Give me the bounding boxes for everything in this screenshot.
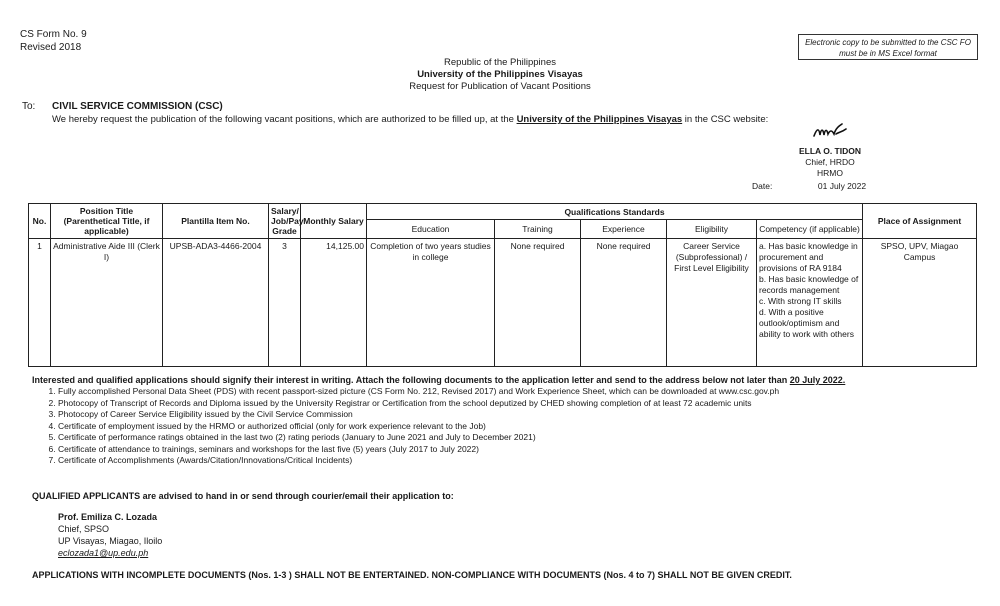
cell-eligibility: Career Service (Subprofessional) / First Level Eligibility	[667, 239, 757, 367]
header-no: No.	[29, 204, 51, 239]
header-qualifications: Qualifications Standards	[367, 204, 863, 220]
form-number-label: CS Form No. 9	[20, 29, 87, 40]
to-label: To:	[22, 101, 36, 112]
header-training: Training	[495, 220, 581, 239]
cell-place: SPSO, UPV, Miagao Campus	[863, 239, 977, 367]
cell-monthly-salary: 14,125.00	[301, 239, 367, 367]
document-header	[0, 57, 1000, 93]
contact-block	[58, 511, 162, 559]
contact-email[interactable]: eclozada1@up.edu.ph	[58, 548, 149, 558]
cell-experience: None required	[581, 239, 667, 367]
list-item: 5. Certificate of performance ratings obtained in the last two (2) rating periods (January to June 2021 and July to December 2021)	[58, 432, 958, 444]
header-place: Place of Assignment	[863, 204, 977, 239]
header-position-title: Position Title (Parenthetical Title, if applicable)	[51, 204, 163, 239]
contact-name: Prof. Emiliza C. Lozada	[58, 512, 158, 522]
cell-position-title: Administrative Aide III (Clerk I)	[51, 239, 163, 367]
signatory-office: HRMO	[817, 168, 843, 178]
competency-item: d. With a positive outlook/optimism and ability to work with others	[759, 307, 854, 339]
header-eligibility: Eligibility	[667, 220, 757, 239]
header-plantilla: Plantilla Item No.	[163, 204, 269, 239]
header-monthly-salary: Monthly Salary	[301, 204, 367, 239]
signatory-title: Chief, HRDO	[805, 157, 855, 167]
interest-text: Interested and qualified applications should signify their interest in writing. Attach the following documents to the application letter and send to the address below not later than	[32, 375, 790, 385]
header-salary-grade: Salary/ Job/Pay Grade	[269, 204, 301, 239]
cell-competency	[757, 239, 863, 367]
request-text-before: We hereby request the publication of the following vacant positions, which are authorized to be filled up, at the	[52, 114, 517, 125]
compliance-warning: APPLICATIONS WITH INCOMPLETE DOCUMENTS (Nos. 1-3 ) SHALL NOT BE ENTERTAINED. NON-COMPLIANCE WITH DOCUMENTS (Nos. 4 to 7) SHALL NOT BE GIVEN CREDIT.	[32, 570, 792, 580]
header-education: Education	[367, 220, 495, 239]
request-text-after: in the CSC website:	[682, 114, 769, 125]
university-line: University of the Philippines Visayas	[417, 69, 583, 80]
contact-title: Chief, SPSO	[58, 524, 110, 534]
header-experience: Experience	[581, 220, 667, 239]
vacancy-table	[28, 203, 977, 367]
form-number	[20, 28, 87, 54]
cell-training: None required	[495, 239, 581, 367]
competency-item: b. Has basic knowledge of records management	[759, 274, 859, 295]
cell-plantilla: UPSB-ADA3-4466-2004	[163, 239, 269, 367]
signature-mark	[812, 120, 852, 142]
interest-statement	[32, 375, 845, 385]
date-value: 01 July 2022	[817, 181, 867, 191]
header-competency: Competency (if applicable)	[757, 220, 863, 239]
signatory-name: ELLA O. TIDON	[798, 146, 861, 156]
request-title: Request for Publication of Vacant Positions	[409, 81, 591, 92]
list-item: 6. Certificate of attendance to trainings, seminars and workshops for the last five (5) years (July 2017 to July 2022)	[58, 444, 958, 456]
list-item: 1. Fully accomplished Personal Data Sheet (PDS) with recent passport-sized picture (CS Form No. 212, Revised 2017) and Work Experience Sheet, which can be downloaded at www.csc.gov.ph	[58, 386, 958, 398]
request-statement	[52, 114, 768, 125]
contact-address: UP Visayas, Miagao, Iloilo	[58, 536, 163, 546]
electronic-copy-note: Electronic copy to be submitted to the CSC FO must be in MS Excel format	[798, 34, 978, 60]
competency-item: c. With strong IT skills	[759, 296, 842, 306]
competency-item: a. Has basic knowledge in procurement and provisions of RA 9184	[759, 241, 858, 273]
qualified-applicants-note: QUALIFIED APPLICANTS are advised to hand in or send through courier/email their application to:	[32, 491, 454, 501]
cell-no: 1	[29, 239, 51, 367]
signatory-block	[790, 146, 870, 179]
date-row	[752, 181, 882, 191]
list-item: 4. Certificate of employment issued by the HRMO or authorized official (only for work experience relevant to the Job)	[58, 421, 958, 433]
cell-salary-grade: 3	[269, 239, 301, 367]
republic-line: Republic of the Philippines	[444, 57, 556, 68]
deadline-date: 20 July 2022.	[789, 375, 846, 385]
addressee-line	[22, 101, 223, 112]
date-label: Date:	[752, 181, 773, 191]
table-row	[29, 239, 977, 367]
addressee-org: CIVIL SERVICE COMMISSION (CSC)	[52, 101, 223, 112]
request-agency: University of the Philippines Visayas	[516, 114, 683, 125]
list-item: 2. Photocopy of Transcript of Records and Diploma issued by the University Registrar or Certification from the school deputized by CHED showing completion of at least 72 academic units	[58, 398, 958, 410]
form-revised-label: Revised 2018	[20, 42, 82, 53]
list-item: 7. Certificate of Accomplishments (Awards/Citation/Innovations/Critical Incidents)	[58, 455, 958, 467]
list-item: 3. Photocopy of Career Service Eligibility issued by the Civil Service Commission	[58, 409, 958, 421]
requirements-list	[38, 386, 958, 467]
cell-education: Completion of two years studies in college	[367, 239, 495, 367]
